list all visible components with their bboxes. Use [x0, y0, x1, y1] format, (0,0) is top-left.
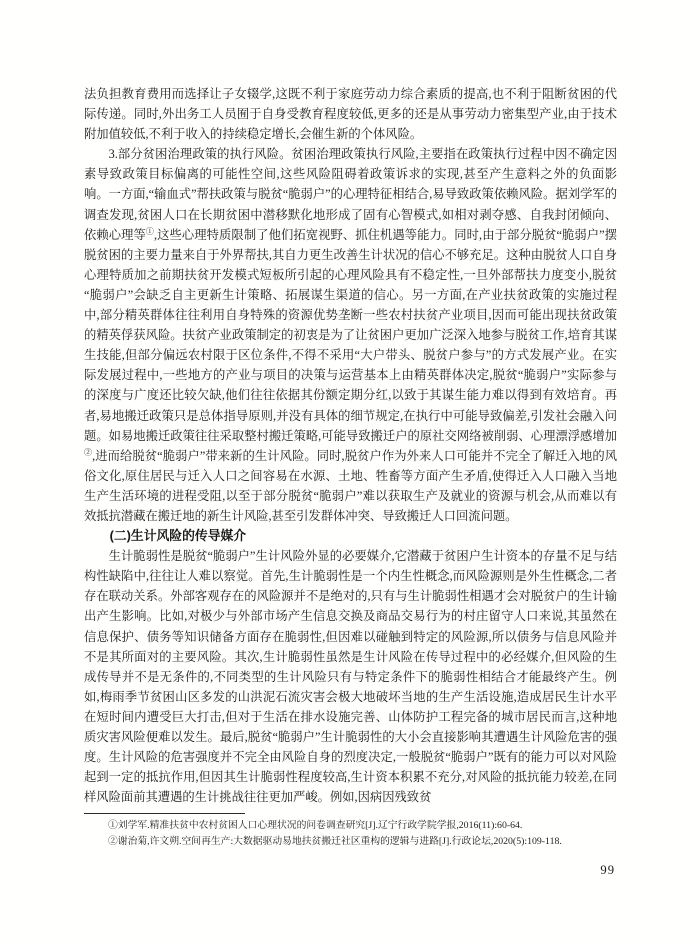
paragraph-policy-execution-risk: 3.部分贫困治理政策的执行风险。贫困治理政策执行风险,主要指在政策执行过程中因不确定因素导致政策目标偏离的可能性空间,这些风险阻碍着政策诉求的实现,甚至产生意料之外的负面影响。一方面,“输血式”帮扶政策与脱贫“脆弱户”的心理特征相结合,易导致政策依赖风险。据刘学军的调查发现,贫困人口在长期贫困中潜移默化地形成了固有心智模式,如相对剥夺感、自我封闭倾向、依赖心理等①,这些心理特质限制了他们拓宽视野、抓住机遇等能力。同时,由于部分脱贫“脆弱户”摆脱贫困的主要力量来自于外界帮扶,其自力更生改善生计状况的信心不够充足。这种由脱贫人口自身心理特质加之前期扶贫开发模式短板所引起的心理风险具有不稳定性,一旦外部帮扶力度变小,脱贫“脆弱户”会缺乏自主更新生计策略、拓展谋生渠道的信心。另一方面,在产业扶贫政策的实施过程中,部分精英群体往往利用自身特殊的资源优势垄断一些农村扶贫产业项目,因而可能出现扶贫政策的精英俘获风险。扶贫产业政策制定的初衷是为了让贫困户更加广泛深入地参与脱贫工作,培育其谋生技能,但部分偏远农村限于区位条件,不得不采用“大户带头、脱贫户参与”的方式发展产业。在实际发展过程中,一些地方的产业与项目的决策与运营基本上由精英群体决定,脱贫“脆弱户”实际参与的深度与广度还比较欠缺,他们往往依据其份额定期分红,以致于其谋生能力难以得到有效培育。再者,易地搬迁政策只是总体指导原则,并没有具体的细节规定,在执行中可能导致偏差,引发社会融入问题。如易地搬迁政策往往采取整村搬迁策略,可能导致搬迁户的原社交网络被削弱、心理漂浮感增加②,进而给脱贫“脆弱户”带来新的生计风险。同时,脱贫户作为外来人口可能并不完全了解迁入地的风俗文化,原住居民与迁入人口之间容易在水源、土地、牲畜等方面产生矛盾,使得迁入人口融入当地生产生活环境的进程受阻,以至于部分脱贫“脆弱户”难以获取生产及就业的资源与机会,从而难以有效抵抗潜藏在搬迁地的新生计风险,甚至引发群体冲突、导致搬迁人口回流问题。: [84, 147, 617, 523]
footnote-1: [84, 818, 617, 833]
footnote-reference-superscript: ②: [84, 447, 93, 457]
footnote-2: [84, 834, 617, 849]
section-heading: (二)生计风险的传导媒介: [109, 528, 247, 544]
paragraph-transmission-medium: 生计脆弱性是脱贫“脆弱户”生计风险外显的必要媒介,它潜藏于贫困户生计资本的存量不足与结构性缺陷中,往往让人难以察觉。首先,生计脆弱性是一个内生性概念,而风险源则是外生性概念,二者存在联动关系。外部客观存在的风险源并不是绝对的,只有与生计脆弱性相遇才会对脱贫户的生计输出产生影响。比如,对极少与外部市场产生信息交换及商品交易行为的村庄留守人口来说,其虽然在信息保护、债务等知识储备方面存在脆弱性,但因难以碰触到特定的风险源,所以债务与信息风险并不是其所面对的主要风险。其次,生计脆弱性虽然是生计风险在传导过程中的必经媒介,但风险的生成传导并不是无条件的,不同类型的生计风险只有与特定条件下的脆弱性相结合才能最终产生。例如,梅雨季节贫困山区多发的山洪泥石流灾害会极大地破坏当地的生产生活设施,造成居民生计水平在短时间内遭受巨大打击,但对于生活在排水设施完善、山体防护工程完备的城市居民而言,这种地质灾害风险便难以发生。最后,脱贫“脆弱户”生计脆弱性的大小会直接影响其遭遇生计风险危害的强度。生计风险的危害强度并不完全由风险自身的烈度决定,一般脱贫“脆弱户”既有的能力可以对风险起到一定的抵抗作用,但因其生计脆弱性程度较高,生计资本积累不充分,对风险的抵抗能力较差,在同样风险面前其遭遇的生计挑战往往更加严峻。例如,因病因残致贫: [84, 549, 617, 805]
body-text-block: [84, 84, 617, 849]
footnote-1-marker: ①: [108, 820, 118, 832]
footnote-divider-rule: [84, 813, 245, 814]
paragraph-continuation: 法负担教育费用而选择让子女辍学,这既不利于家庭劳动力综合素质的提高,也不利于阻断贫困的代际传递。同时,外出务工人员囿于自身受教育程度较低,更多的还是从事劳动力密集型产业,由于技术附加值较低,不利于收入的持续稳定增长,会催生新的个体风险。: [84, 87, 617, 142]
footnote-2-marker: ②: [108, 835, 118, 847]
page-number: 99: [600, 863, 615, 877]
footnote-reference-superscript: ①: [145, 226, 154, 236]
footnote-2-text: 谢治菊,许文朔.空间再生产:大数据驱动易地扶贫搬迁社区重构的逻辑与进路[J].行政论坛,2020(5):109-118.: [117, 835, 562, 847]
footnote-1-text: 刘学军.精准扶贫中农村贫困人口心理状况的问卷调查研究[J].辽宁行政学院学报,2016(11):60-64.: [117, 820, 523, 832]
